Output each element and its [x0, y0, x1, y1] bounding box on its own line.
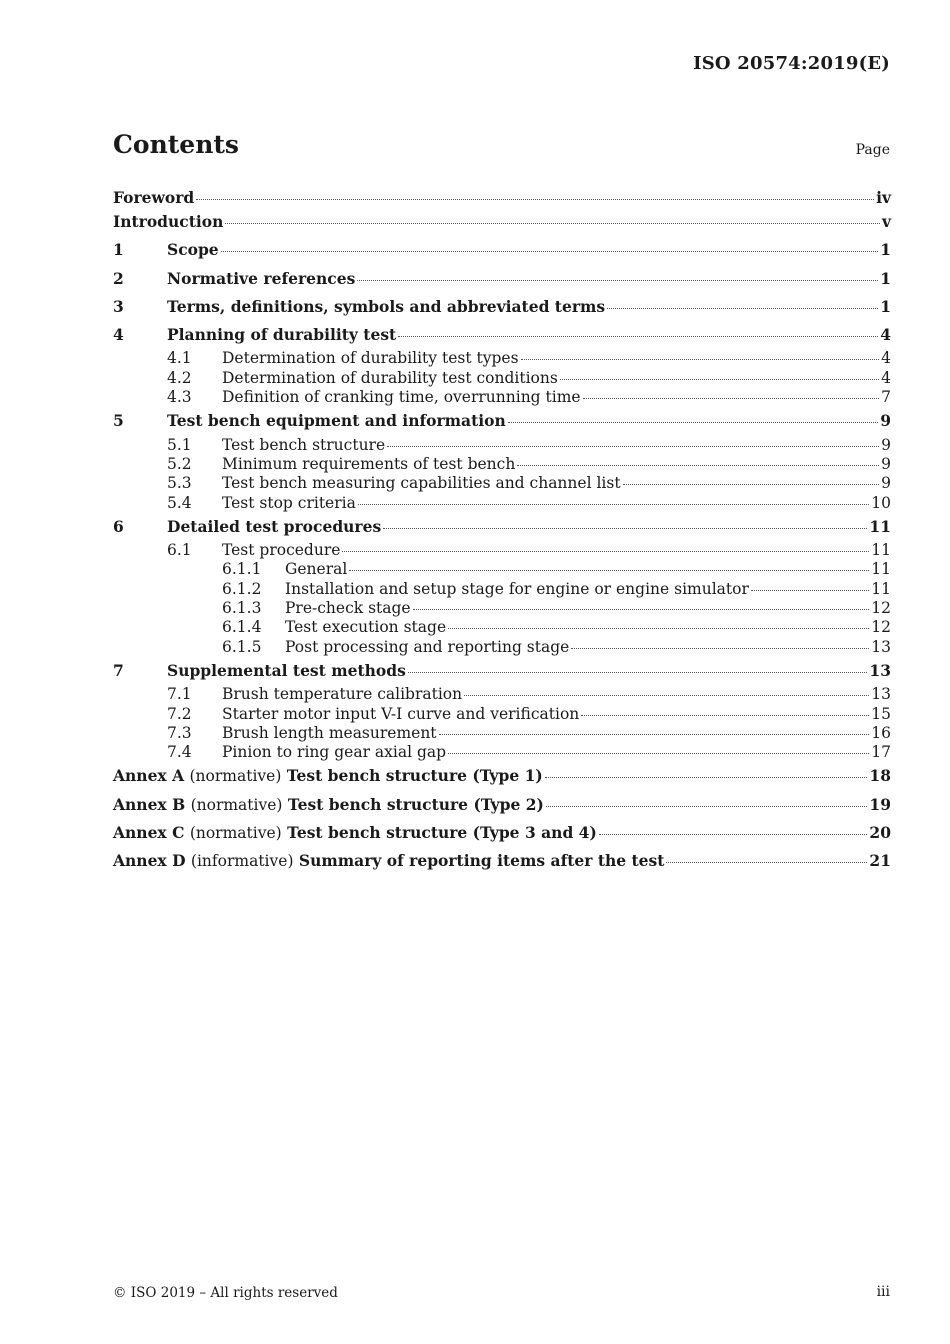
dot-leader	[599, 833, 868, 835]
annex-label: Annex A	[113, 766, 185, 786]
toc-entry-page: 11	[871, 579, 891, 598]
annex-kind: (normative)	[189, 824, 282, 843]
toc-entry[interactable]	[113, 407, 891, 435]
toc-entry-title: Determination of durability test types	[222, 349, 519, 368]
dot-leader	[546, 805, 868, 807]
toc-entry-number: 6.1.4	[222, 618, 262, 637]
toc-entry-number: 4.1	[167, 349, 192, 368]
toc-entry-title: Planning of durability test	[167, 325, 397, 345]
dot-leader	[581, 714, 869, 716]
toc-entry-number: 7.4	[167, 743, 192, 762]
toc-entry-number: 7.3	[167, 723, 192, 742]
dot-leader	[508, 421, 878, 423]
toc-entry-title: Pre-check stage	[285, 599, 411, 618]
toc-entry-title: Brush temperature calibration	[222, 685, 463, 704]
toc-entry[interactable]	[113, 705, 891, 724]
toc-entry-number: 6.1.3	[222, 599, 262, 618]
toc-entry-number: 4.3	[167, 388, 192, 407]
toc-entry-page: 7	[881, 388, 891, 407]
toc-entry-title: Installation and setup stage for engine or engine simulator	[285, 579, 749, 598]
toc-entry-page: 11	[871, 560, 891, 579]
annex-label: Annex C	[113, 823, 185, 843]
dot-leader	[413, 608, 870, 610]
dot-leader	[448, 627, 869, 629]
toc-entry[interactable]	[113, 184, 891, 208]
page-title: Contents	[113, 130, 240, 159]
toc-entry-title: Starter motor input V-I curve and verification	[222, 704, 580, 723]
dot-leader	[439, 733, 870, 735]
toc-entry-page: 17	[871, 743, 891, 762]
toc-entry[interactable]	[113, 657, 891, 685]
dot-leader	[408, 671, 868, 673]
toc-entry-page: 10	[871, 493, 891, 512]
annex-kind: (normative)	[190, 795, 283, 814]
toc-entry-page: 19	[869, 794, 891, 814]
toc-entry-title: Terms, definitions, symbols and abbreviated terms	[167, 296, 606, 316]
toc-entry[interactable]	[113, 685, 891, 704]
dot-leader	[357, 279, 878, 281]
toc-entry[interactable]	[113, 265, 891, 293]
dot-leader	[221, 250, 879, 252]
toc-entry[interactable]	[113, 541, 891, 560]
annex-title: Test bench structure (Type 3 and 4)	[287, 823, 597, 843]
toc-entry-number: 5	[113, 411, 124, 431]
toc-entry[interactable]	[113, 638, 891, 657]
annex-label: Annex D	[113, 851, 186, 871]
toc-entry-page: 9	[881, 435, 891, 454]
toc-entry[interactable]	[113, 321, 891, 349]
toc-entry-title: Test procedure	[222, 541, 341, 560]
toc-entry-title: Test stop criteria	[222, 493, 356, 512]
dot-leader	[521, 358, 880, 360]
toc-entry-title: Test execution stage	[285, 618, 447, 637]
dot-leader	[545, 776, 868, 778]
toc-entry-title: Introduction	[113, 212, 224, 231]
toc-entry[interactable]	[113, 236, 891, 264]
toc-entry[interactable]	[113, 388, 891, 407]
toc-entry-page: 15	[871, 704, 891, 723]
dot-leader	[583, 397, 880, 399]
toc-entry-title: General	[285, 560, 348, 579]
table-of-contents	[113, 184, 891, 876]
toc-entry[interactable]	[113, 455, 891, 474]
toc-entry[interactable]	[113, 293, 891, 321]
toc-entry-number: 6.1.1	[222, 560, 262, 579]
dot-leader	[225, 222, 880, 224]
annex-title: Summary of reporting items after the test	[298, 851, 665, 871]
toc-entry-title: Foreword	[113, 188, 195, 207]
toc-entry-title: Supplemental test methods	[167, 660, 406, 680]
toc-entry-page: v	[881, 212, 891, 231]
toc-annex-entry[interactable]	[113, 819, 891, 847]
toc-entry-page: 18	[869, 766, 891, 786]
toc-entry[interactable]	[113, 494, 891, 513]
dot-leader	[448, 752, 869, 754]
toc-entry-page: 4	[881, 349, 891, 368]
dot-leader	[666, 861, 867, 863]
dot-leader	[387, 445, 879, 447]
dot-leader	[751, 589, 869, 591]
annex-title: Test bench structure (Type 2)	[287, 794, 544, 814]
toc-entry-page: 1	[880, 268, 891, 288]
toc-entry-number: 7.2	[167, 704, 192, 723]
toc-entry-page: 20	[869, 823, 891, 843]
toc-entry-page: 11	[869, 516, 891, 536]
toc-entry-title: Brush length measurement	[222, 723, 437, 742]
page-column-label: Page	[855, 142, 890, 158]
dot-leader	[196, 198, 874, 200]
dot-leader	[623, 483, 880, 485]
toc-entry-number: 4	[113, 325, 124, 345]
annex-kind: (normative)	[189, 767, 282, 786]
toc-entry-title: Test bench structure	[222, 435, 386, 454]
dot-leader	[349, 569, 869, 571]
dot-leader	[517, 464, 879, 466]
toc-entry-number: 1	[113, 240, 124, 260]
dot-leader	[607, 307, 878, 309]
copyright-notice: © ISO 2019 – All rights reserved	[113, 1285, 338, 1301]
dot-leader	[571, 647, 869, 649]
toc-annex-entry[interactable]	[113, 791, 891, 819]
toc-entry-page: 1	[880, 240, 891, 260]
toc-entry-page: 9	[881, 474, 891, 493]
toc-entry-number: 7.1	[167, 685, 192, 704]
toc-entry-page: iv	[876, 188, 891, 207]
toc-entry-page: 21	[869, 851, 891, 871]
toc-entry-page: 13	[869, 660, 891, 680]
dot-leader	[398, 335, 878, 337]
annex-label: Annex B	[113, 794, 186, 814]
toc-annex-entry[interactable]	[113, 847, 891, 875]
toc-entry-page: 4	[881, 368, 891, 387]
toc-entry-number: 6	[113, 516, 124, 536]
dot-leader	[342, 550, 869, 552]
dot-leader	[358, 503, 869, 505]
document-id: ISO 20574:2019(E)	[693, 53, 890, 74]
toc-entry-number: 5.1	[167, 435, 192, 454]
toc-entry-title: Determination of durability test conditions	[222, 368, 558, 387]
toc-entry-page: 12	[871, 599, 891, 618]
dot-leader	[383, 527, 867, 529]
toc-entry-title: Minimum requirements of test bench	[222, 454, 516, 473]
toc-entry-title: Normative references	[167, 268, 356, 288]
dot-leader	[560, 378, 879, 380]
toc-entry-page: 9	[880, 411, 891, 431]
annex-kind: (informative)	[190, 852, 294, 871]
toc-entry-title: Pinion to ring gear axial gap	[222, 743, 447, 762]
toc-entry-number: 6.1.2	[222, 579, 262, 598]
toc-entry-number: 3	[113, 296, 124, 316]
toc-entry[interactable]	[113, 369, 891, 388]
toc-entry-page: 13	[871, 685, 891, 704]
toc-entry-title: Test bench equipment and information	[167, 411, 506, 431]
toc-entry[interactable]	[113, 618, 891, 637]
toc-entry-page: 13	[871, 637, 891, 656]
toc-annex-entry[interactable]	[113, 762, 891, 790]
toc-entry-page: 11	[871, 541, 891, 560]
footer-page-number: iii	[876, 1284, 890, 1300]
toc-entry[interactable]	[113, 349, 891, 368]
toc-entry-number: 2	[113, 268, 124, 288]
toc-entry[interactable]	[113, 743, 891, 762]
toc-entry[interactable]	[113, 208, 891, 236]
toc-entry-number: 6.1.5	[222, 637, 262, 656]
toc-entry-number: 5.2	[167, 454, 192, 473]
toc-entry-number: 5.3	[167, 474, 192, 493]
toc-entry-page: 16	[871, 723, 891, 742]
toc-entry[interactable]	[113, 474, 891, 493]
toc-entry-number: 5.4	[167, 493, 192, 512]
toc-entry-title: Test bench measuring capabilities and channel list	[222, 474, 621, 493]
toc-entry-title: Post processing and reporting stage	[285, 637, 570, 656]
toc-entry[interactable]	[113, 599, 891, 618]
toc-entry[interactable]	[113, 436, 891, 455]
toc-entry-title: Definition of cranking time, overrunning time	[222, 388, 581, 407]
toc-entry-page: 1	[880, 296, 891, 316]
toc-entry-number: 7	[113, 660, 124, 680]
toc-entry[interactable]	[113, 724, 891, 743]
toc-entry-page: 4	[880, 325, 891, 345]
dot-leader	[464, 694, 869, 696]
toc-entry[interactable]	[113, 580, 891, 599]
toc-entry-number: 4.2	[167, 368, 192, 387]
annex-title: Test bench structure (Type 1)	[286, 766, 543, 786]
toc-entry-number: 6.1	[167, 541, 192, 560]
toc-entry-page: 9	[881, 454, 891, 473]
toc-entry[interactable]	[113, 560, 891, 579]
toc-entry[interactable]	[113, 513, 891, 541]
toc-entry-title: Detailed test procedures	[167, 516, 382, 536]
toc-entry-title: Scope	[167, 240, 219, 260]
toc-entry-page: 12	[871, 618, 891, 637]
